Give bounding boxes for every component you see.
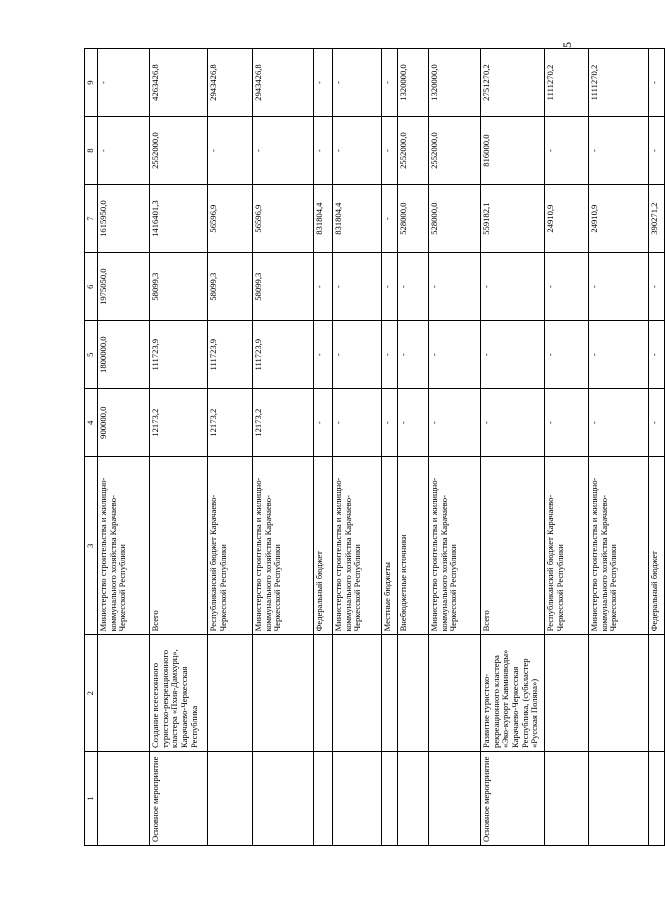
funding-source-cell: Федеральный бюджет — [314, 457, 333, 635]
amount-cell: - — [589, 389, 649, 457]
amount-cell: - — [481, 389, 545, 457]
activity-name-cell — [589, 635, 649, 752]
amount-cell: 56596,9 — [253, 185, 314, 253]
amount-cell: - — [314, 117, 333, 185]
funding-table — [84, 48, 665, 846]
table-row — [481, 49, 545, 846]
activity-name-cell: Развитие туристско-рекреационного кластера «Эко-курорт Кавминводы» Карачаево-Черкесская Республика, (субкластер «Русская Поляна») — [481, 635, 545, 752]
amount-cell: - — [545, 321, 589, 389]
amount-cell: - — [382, 117, 398, 185]
header-cell: 4 — [85, 389, 98, 457]
amount-cell: - — [398, 389, 429, 457]
amount-cell: 390271,2 — [649, 185, 665, 253]
header-cell: 3 — [85, 457, 98, 635]
activity-name-cell — [429, 635, 481, 752]
table-row — [589, 49, 649, 846]
table-row — [398, 49, 429, 846]
activity-name-cell — [649, 635, 665, 752]
activity-name-cell — [314, 635, 333, 752]
amount-cell: 1111270,2 — [589, 49, 649, 117]
amount-cell: 24910,9 — [545, 185, 589, 253]
funding-source-cell: Министерство строительства и жилищно-коммунального хозяйства Карачаево-Черкесской Республики — [429, 457, 481, 635]
activity-type-cell — [382, 752, 398, 846]
activity-type-cell — [649, 752, 665, 846]
header-cell: 2 — [85, 635, 98, 752]
activity-type-cell — [398, 752, 429, 846]
table-row — [429, 49, 481, 846]
table-row — [649, 49, 665, 846]
funding-source-cell: Министерство строительства и жилищно-коммунального хозяйства Карачаево-Черкесской Республики — [333, 457, 382, 635]
amount-cell: 111723,9 — [208, 321, 253, 389]
amount-cell: 831804,4 — [333, 185, 382, 253]
amount-cell: - — [333, 253, 382, 321]
activity-type-cell — [208, 752, 253, 846]
amount-cell: - — [382, 253, 398, 321]
amount-cell: 2552000,0 — [150, 117, 208, 185]
activity-type-cell — [253, 752, 314, 846]
amount-cell: - — [208, 117, 253, 185]
amount-cell: 12173,2 — [253, 389, 314, 457]
amount-cell: 559182,1 — [481, 185, 545, 253]
activity-name-cell — [253, 635, 314, 752]
activity-name-cell — [98, 635, 150, 752]
amount-cell: 831804,4 — [314, 185, 333, 253]
amount-cell: 58099,3 — [150, 253, 208, 321]
amount-cell: - — [333, 117, 382, 185]
header-cell: 9 — [85, 49, 98, 117]
activity-name-cell — [545, 635, 589, 752]
header-row — [85, 49, 98, 846]
funding-source-cell: Внебюджетные источники — [398, 457, 429, 635]
amount-cell: - — [382, 389, 398, 457]
funding-source-cell: Министерство строительства и жилищно-коммунального хозяйства Карачаево-Черкесской Республики — [589, 457, 649, 635]
table-row — [333, 49, 382, 846]
amount-cell: 816000,0 — [481, 117, 545, 185]
header-cell: 5 — [85, 321, 98, 389]
table-row — [150, 49, 208, 846]
amount-cell: 1320000,0 — [429, 49, 481, 117]
amount-cell: 2751270,2 — [481, 49, 545, 117]
amount-cell: - — [649, 253, 665, 321]
amount-cell: - — [333, 389, 382, 457]
amount-cell: 528000,0 — [398, 185, 429, 253]
amount-cell: 2552000,0 — [429, 117, 481, 185]
activity-type-cell — [429, 752, 481, 846]
amount-cell: 2552000,0 — [398, 117, 429, 185]
amount-cell: - — [481, 253, 545, 321]
amount-cell: - — [429, 253, 481, 321]
table-row — [98, 49, 150, 846]
table-row — [253, 49, 314, 846]
amount-cell: 111723,9 — [253, 321, 314, 389]
amount-cell: - — [481, 321, 545, 389]
funding-source-cell: Всего — [150, 457, 208, 635]
header-cell: 8 — [85, 117, 98, 185]
amount-cell: - — [649, 117, 665, 185]
amount-cell: - — [382, 321, 398, 389]
amount-cell: - — [398, 321, 429, 389]
funding-source-cell: Местные бюджеты — [382, 457, 398, 635]
amount-cell: - — [314, 389, 333, 457]
amount-cell: - — [545, 253, 589, 321]
amount-cell: 1111270,2 — [545, 49, 589, 117]
amount-cell: 4263426,8 — [150, 49, 208, 117]
amount-cell: 1975050,0 — [98, 253, 150, 321]
header-cell: 6 — [85, 253, 98, 321]
page-number: 5 — [560, 42, 574, 48]
amount-cell: - — [333, 321, 382, 389]
funding-source-cell: Республиканский бюджет Карачаево-Черкесской Республики — [208, 457, 253, 635]
amount-cell: 2943426,8 — [253, 49, 314, 117]
amount-cell: - — [382, 185, 398, 253]
amount-cell: - — [589, 117, 649, 185]
amount-cell: - — [545, 117, 589, 185]
amount-cell: - — [253, 117, 314, 185]
activity-type-cell — [333, 752, 382, 846]
activity-type-cell — [545, 752, 589, 846]
activity-name-cell: Создание всесезонного туристско-рекреационного кластера «Пхия-Дамхурц», Карачаево-Черкесская Республика — [150, 635, 208, 752]
table-row — [208, 49, 253, 846]
amount-cell: 1615950,0 — [98, 185, 150, 253]
amount-cell: - — [314, 321, 333, 389]
amount-cell: - — [314, 49, 333, 117]
activity-type-cell: Основное мероприятие — [150, 752, 208, 846]
funding-source-cell: Министерство строительства и жилищно-коммунального хозяйства Карачаево-Черкесской Республики — [253, 457, 314, 635]
amount-cell: - — [98, 117, 150, 185]
amount-cell: - — [314, 253, 333, 321]
activity-name-cell — [398, 635, 429, 752]
amount-cell: 1800000,0 — [98, 321, 150, 389]
funding-source-cell: Федеральный бюджет — [649, 457, 665, 635]
amount-cell: - — [429, 321, 481, 389]
amount-cell: 56596,9 — [208, 185, 253, 253]
amount-cell: - — [545, 389, 589, 457]
amount-cell: 1320000,0 — [398, 49, 429, 117]
funding-source-cell: Всего — [481, 457, 545, 635]
amount-cell: 111723,9 — [150, 321, 208, 389]
amount-cell: - — [589, 253, 649, 321]
amount-cell: - — [382, 49, 398, 117]
amount-cell: 900000,0 — [98, 389, 150, 457]
funding-source-cell: Республиканский бюджет Карачаево-Черкесской Республики — [545, 457, 589, 635]
amount-cell: 12173,2 — [150, 389, 208, 457]
activity-type-cell: Основное мероприятие — [481, 752, 545, 846]
activity-type-cell — [589, 752, 649, 846]
amount-cell: - — [649, 389, 665, 457]
amount-cell: - — [429, 389, 481, 457]
amount-cell: 58099,3 — [208, 253, 253, 321]
amount-cell: - — [649, 49, 665, 117]
amount-cell: 2943426,8 — [208, 49, 253, 117]
activity-type-cell — [314, 752, 333, 846]
activity-name-cell — [382, 635, 398, 752]
table-row — [314, 49, 333, 846]
amount-cell: - — [649, 321, 665, 389]
amount-cell: 58099,3 — [253, 253, 314, 321]
amount-cell: 1416401,3 — [150, 185, 208, 253]
amount-cell: - — [98, 49, 150, 117]
amount-cell: - — [398, 253, 429, 321]
amount-cell: - — [589, 321, 649, 389]
activity-type-cell — [98, 752, 150, 846]
table-row — [545, 49, 589, 846]
activity-name-cell — [208, 635, 253, 752]
activity-name-cell — [333, 635, 382, 752]
amount-cell: - — [333, 49, 382, 117]
amount-cell: 12173,2 — [208, 389, 253, 457]
header-cell: 1 — [85, 752, 98, 846]
rotated-table-container — [84, 48, 659, 846]
amount-cell: 528000,0 — [429, 185, 481, 253]
table-row — [382, 49, 398, 846]
funding-source-cell: Министерство строительства и жилищно-коммунального хозяйства Карачаево-Черкесской Республики — [98, 457, 150, 635]
header-cell: 7 — [85, 185, 98, 253]
amount-cell: 24910,9 — [589, 185, 649, 253]
